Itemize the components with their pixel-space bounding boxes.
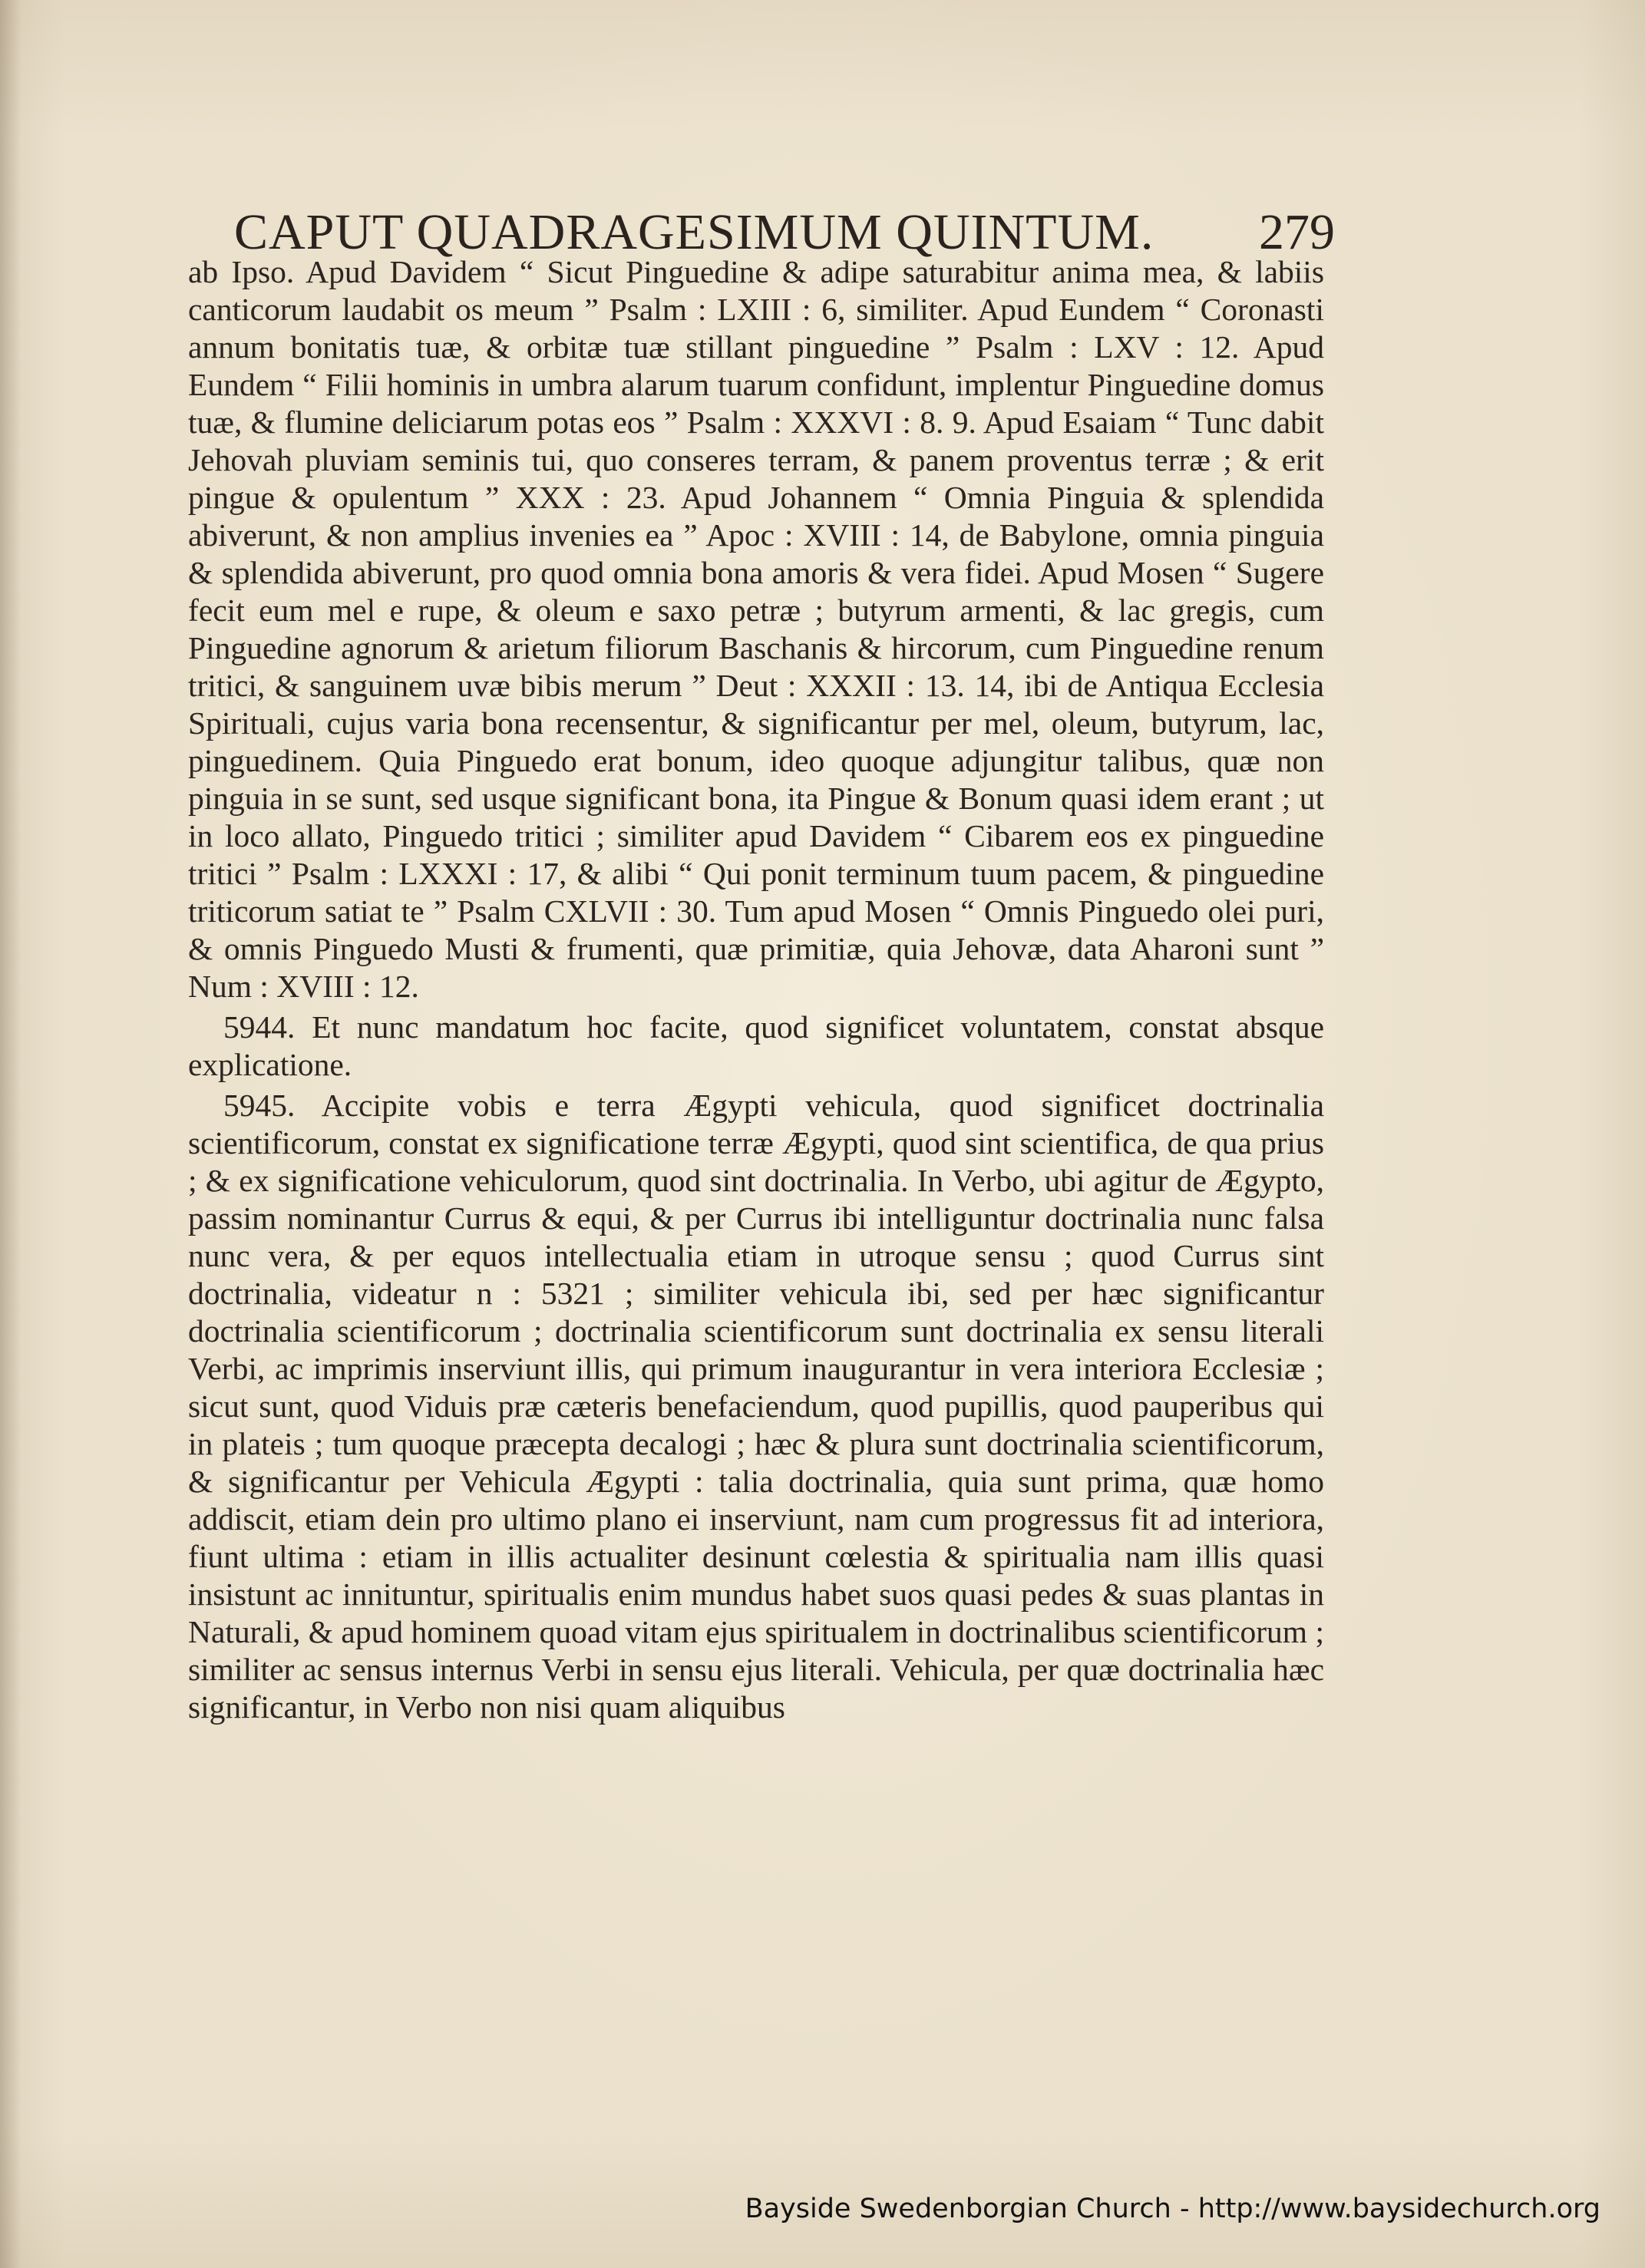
body-text (188, 253, 1324, 1726)
footer-credit: Bayside Swedenborgian Church - http://www.baysidechurch.org (745, 2194, 1600, 2224)
paragraph-continuation: ab Ipso. Apud Davidem “ Sicut Pinguedine & adipe saturabitur anima mea, & labiis canticorum laudabit os meum ” Psalm : LXIII : 6, similiter. Apud Eundem “ Coronasti annum bonitatis tuæ, & orbitæ tuæ stillant pinguedine ” Psalm : LXV : 12. Apud Eundem “ Filii hominis in umbra alarum tuarum confidunt, implentur Pinguedine domus tuæ, & flumine deliciarum potas eos ” Psalm : XXXVI : 8. 9. Apud Esaiam “ Tunc dabit Jehovah pluviam seminis tui, quo conseres terram, & panem proventus terræ ; & erit pingue & opulentum ” XXX : 23. Apud Johannem “ Omnia Pinguia & splendida abiverunt, & non amplius invenies ea ” Apoc : XVIII : 14, de Babylone, omnia pinguia & splendida abiverunt, pro quod omnia bona amoris & vera fidei. Apud Mosen “ Sugere fecit eum mel e rupe, & oleum e saxo petræ ; butyrum armenti, & lac gregis, cum Pinguedine agnorum & arietum filiorum Baschanis & hircorum, cum Pinguedine renum tritici, & sanguinem uvæ bibis merum ” Deut : XXXII : 13. 14, ibi de Antiqua Ecclesia Spirituali, cujus varia bona recensentur, & significantur per mel, oleum, butyrum, lac, pinguedinem. Quia Pinguedo erat bonum, ideo quoque adjungitur talibus, quæ non pinguia in se sunt, sed usque significant bona, ita Pingue & Bonum quasi idem erant ; ut in loco allato, Pinguedo tritici ; similiter apud Davidem “ Cibarem eos ex pinguedine tritici ” Psalm : LXXXI : 17, & alibi “ Qui ponit terminum tuum pacem, & pinguedine triticorum satiat te ” Psalm CXLVII : 30. Tum apud Mosen “ Omnis Pinguedo olei puri, & omnis Pinguedo Musti & frumenti, quæ primitiæ, quia Jehovæ, data Aharoni sunt ” Num : XVIII : 12. (188, 254, 1324, 1004)
paragraph-5945: 5945. Accipite vobis e terra Ægypti vehicula, quod significet doctrinalia scientificorum, constat ex significatione terræ Ægypti, quod sint scientifica, de qua prius ; & ex significatione vehiculorum, quod sint doctrinalia. In Verbo, ubi agitur de Ægypto, passim nominantur Currus & equi, & per Currus ibi intelliguntur doctrinalia nunc falsa nunc vera, & per equos intellectualia etiam in utroque sensu ; quod Currus sint doctrinalia, videatur n : 5321 ; similiter vehicula ibi, sed per hæc significantur doctrinalia scientificorum ; doctrinalia scientificorum sunt doctrinalia ex sensu literali Verbi, ac imprimis inserviunt illis, qui primum inaugurantur in vera interiora Ecclesiæ ; sicut sunt, quod Viduis præ cæteris benefaciendum, quod pupillis, quod pauperibus qui in plateis ; tum quoque præcepta decalogi ; hæc & plura sunt doctrinalia scientificorum, & significantur per Vehicula Ægypti : talia doctrinalia, quia sunt prima, quæ homo addiscit, etiam dein pro ultimo plano ei inserviunt, nam cum progressus fit ad interiora, fiunt ultima : etiam in illis actualiter desinunt cœlestia & spiritualia nam illis quasi insistunt ac innituntur, spiritualis enim mundus habet suos quasi pedes & suas plantas in Naturali, & apud hominem quoad vitam ejus spiritualem in doctrinalibus scientificorum ; similiter ac sensus internus Verbi in sensu ejus literali. Vehicula, per quæ doctrinalia hæc significantur, in Verbo non nisi quam aliquibus (188, 1088, 1324, 1725)
page-edge-shadow (0, 0, 21, 2268)
running-head: CAPUT QUADRAGESIMUM QUINTUM. (234, 204, 1154, 260)
page-number: 279 (1259, 204, 1335, 260)
paragraph-5944: 5944. Et nunc mandatum hoc facite, quod significet voluntatem, constat absque explicatione. (188, 1009, 1324, 1082)
page-header (234, 181, 1339, 258)
